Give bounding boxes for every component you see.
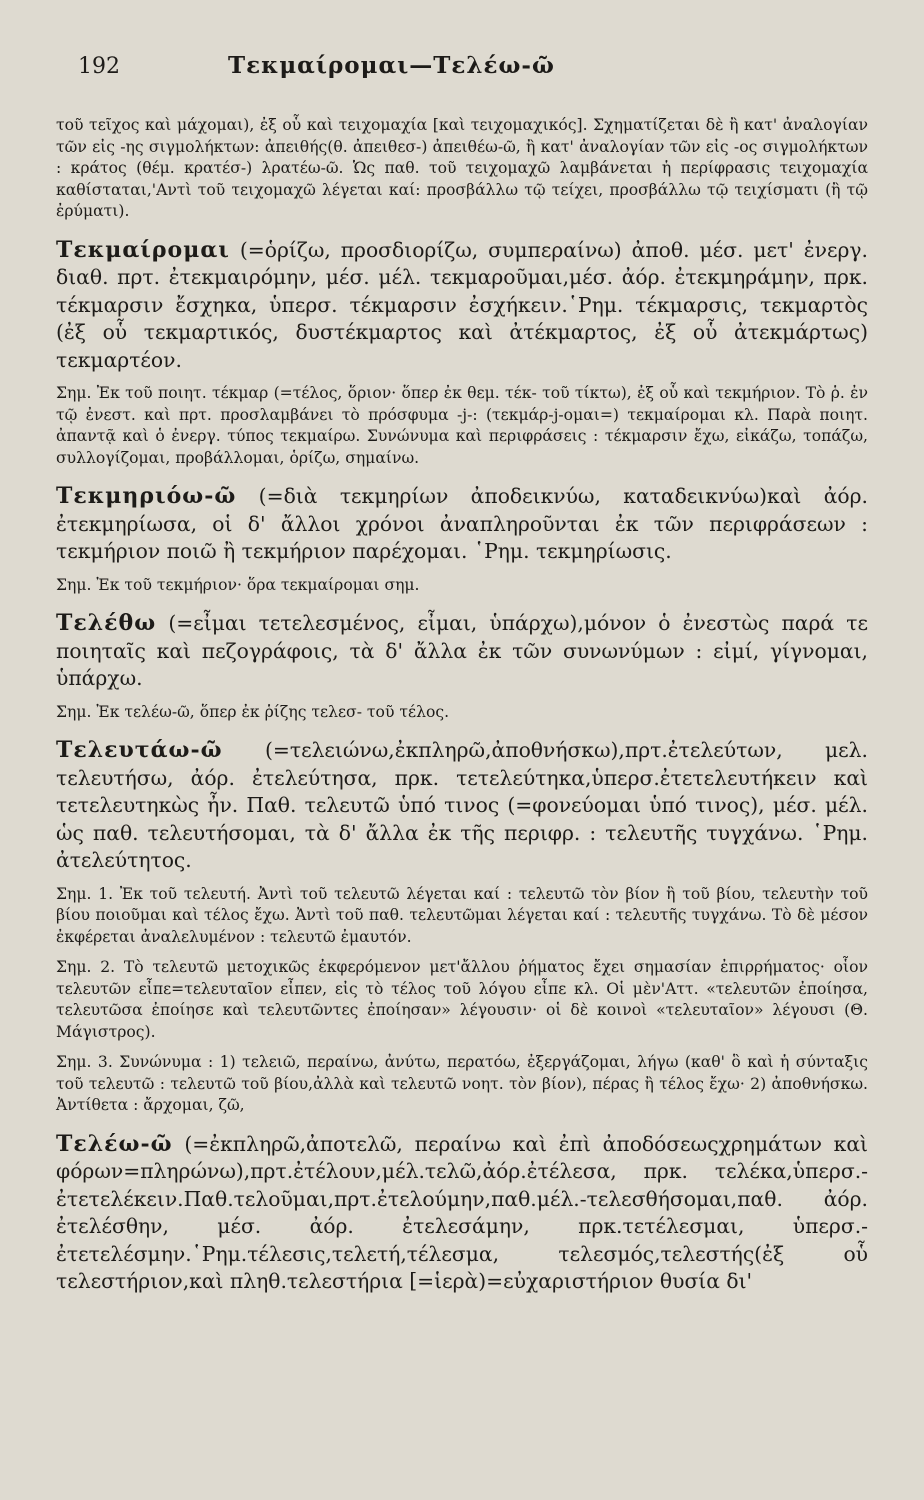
note-label: Σημ. 3. <box>56 1053 113 1071</box>
entry-body: (=ἐκπληρῶ,ἀποτελῶ, περαίνω καὶ ἐπὶ ἀποδόσεωςχρημάτων καὶ φόρων=πληρώνω),πρτ.ἐτέλουν,μέλ.τελῶ,ἀόρ.ἐτέλεσα, πρκ. τελέκα,ὑπερσ.-ἐτετελέκειν.Παθ.τελοῦμαι,πρτ.ἐτελούμην,παθ.μέλ.-τελεσθήσομαι,παθ. ἀόρ. ἐτελέσθην, μέσ. ἀόρ. ἐτελεσάμην, πρκ.τετέλεσμαι, ὑπερσ.-ἐτετελέσμην.῾Ρημ.τέλεσις,τελετή,τέλεσμα, τελεσμός,τελεστής(ἐξ οὗ τελεστήριον,καὶ πληθ.τελεστήρια [=ἱερὰ)=εὐχαριστήριον θυσία δι' <box>56 1131 868 1293</box>
note-text: Ἐκ τελέω-ῶ, ὅπερ ἐκ ῥίζης τελεσ- τοῦ τέλος. <box>91 702 450 721</box>
continuation-paragraph: τοῦ τεῖχος καὶ μάχομαι), ἐξ οὗ καὶ τειχομαχία [καὶ τειχομαχικός]. Σχηματίζεται δὲ ἢ κατ' ἀναλογίαν τῶν εἰς -ης σιγμολήκτων: ἀπειθής(θ. ἀπειθεσ-) ἀπειθέω-ῶ, ἢ κατ' ἀναλογίαν τῶν εἰς -ος σιγμολήκτων : κράτος (θέμ. κρατέσ-) λρατέω-ῶ. Ὡς παθ. τοῦ τειχομαχῶ λαμβάνεται ἡ περίφρασις τειχομαχία καθίσταται,'Αντὶ τοῦ τειχομαχῶ λέγεται καί: προσβάλλω τῷ τείχει, προσβάλλω τῷ τειχίσματι (ἢ τῷ ἐρύματι). <box>56 116 868 220</box>
entry-body: (=διὰ τεκμηρίων ἀποδεικνύω, καταδεικνύω)καὶ ἀόρ. ἐτεκμηρίωσα, οἱ δ' ἄλλοι χρόνοι ἀναπληροῦνται ἐκ τῶν περιφράσεων : τεκμήριον ποιῶ ἢ τεκμήριον παρέχομαι. ῾Ρημ. τεκμηρίωσις. <box>56 484 868 563</box>
entry-telethoo <box>56 610 868 723</box>
note-text: Ἐκ τοῦ ποιητ. τέκμαρ (=τέλος, ὅριον· ὅπερ ἐκ θεμ. τέκ- τοῦ τίκτω), ἐξ οὗ καὶ τεκμήριον. Τὸ ῥ. ἐν τῷ ἐνεστ. καὶ πρτ. προσλαμβάνει τὸ πρόσφυμα -j-: (τεκμάρ-j-ομαι=) τεκμαίρομαι κλ. Παρὰ ποιητ. ἀπαντᾷ καὶ ὁ ἐνεργ. τύπος τεκμαίρω. Συνώνυμα καὶ περιφράσεις : τέκμαρσιν ἔχω, εἰκάζω, τοπάζω, συλλογίζομαι, προβάλλομαι, ὁρίζω, σημαίνω. <box>56 384 868 467</box>
page-header <box>56 52 868 79</box>
entry-paragraph <box>56 483 868 566</box>
note-label: Σημ. 2. <box>56 958 116 976</box>
entry-headword: Τεκμηριόω-ῶ <box>56 483 237 509</box>
entry-headword: Τελέω-ῶ <box>56 1130 173 1157</box>
entry-headword: Τεκμαίρομαι <box>56 236 230 263</box>
entry-paragraph <box>56 610 868 693</box>
running-title: Τεκμαίρομαι—Τελέω-ῶ <box>228 52 555 79</box>
entry-headword: Τελευτάω-ῶ <box>56 737 223 763</box>
entry-headword: Τελέθω <box>56 610 157 636</box>
entry-body: (=ὁρίζω, προσδιορίζω, συμπεραίνω) ἀποθ. μέσ. μετ' ἐνεργ. διαθ. πρτ. ἐτεκμαιρόμην, μέσ. μέλ. τεκμαροῦμαι,μέσ. ἀόρ. ἐτεκμηράμην, πρκ. τέκμαρσιν ἔσχηκα, ὑπερσ. τέκμαρσιν ἐσχήκειν.῾Ρημ. τέκμαρσις, τεκμαρτὸς (ἐξ οὗ τεκμαρτικός, δυστέκμαρτος καὶ ἀτέκμαρτος, ἐξ οὗ ἀτεκμάρτως) τεκμαρτέον. <box>56 237 868 372</box>
entry-note <box>56 884 868 949</box>
entry-note <box>56 957 868 1043</box>
note-text: Συνώνυμα : 1) τελειῶ, περαίνω, ἀνύτω, περατόω, ἐξεργάζομαι, λήγω (καθ' ὃ καὶ ἡ σύνταξις τοῦ τελευτῶ : τελευτῶ τοῦ βίου,ἀλλὰ καὶ τελευτῶ νοητ. τὸν βίον), πέρας ἢ τέλος ἔχω· 2) ἀποθνήσκω. Ἀντίθετα : ἄρχομαι, ζῶ, <box>56 1053 869 1114</box>
entry-paragraph <box>56 237 868 375</box>
page-number: 192 <box>78 54 120 79</box>
entry-note <box>56 1052 868 1117</box>
entry-note <box>56 575 868 597</box>
note-label: Σημ. <box>56 575 92 594</box>
entry-body: (=τελειώνω,ἐκπληρῶ,ἀποθνήσκω),πρτ.ἐτελεύτων, μελ. τελευτήσω, ἀόρ. ἐτελεύτησα, πρκ. τετελεύτηκα,ὑπερσ.ἐτετελευτήκειν καὶ τετελευτηκὼς ἦν. Παθ. τελευτῶ ὑπό τινος (=φονεύομαι ὑπό τινος), μέσ. μέλ. ὡς παθ. τελευτήσομαι, τὰ δ' ἄλλα ἐκ τῆς περιφρ. : τελευτῆς τυγχάνω. ῾Ρημ. ἀτελεύτητος. <box>56 738 868 872</box>
entry-teleutao <box>56 737 868 1117</box>
entry-tekmairomai <box>56 237 868 470</box>
entry-paragraph <box>56 1131 868 1296</box>
note-label: Σημ. 1. <box>56 884 114 903</box>
entry-note <box>56 702 868 724</box>
note-label: Σημ. <box>56 384 92 402</box>
entry-paragraph <box>56 737 868 875</box>
entry-teleoo <box>56 1131 868 1296</box>
note-text: Τὸ τελευτῶ μετοχικῶς ἐκφερόμενον μετ'ἄλλου ῥήματος ἔχει σημασίαν ἐπιρρήματος· οἷον τελευτῶν εἶπε=τελευταῖον εἶπεν, εἰς τὸ τέλος τοῦ λόγου εἶπε κλ. Οἱ μὲν'Αττ. «τελευτῶν ἐποίησα, τελευτῶσα ἐποίησε καὶ τελευτῶντες ἐποίησαν» λέγουσιν· οἱ δὲ κοινοὶ «τελευταῖον» λέγουσι (Θ. Μάγιστρος). <box>56 958 869 1041</box>
entry-tekmerioo <box>56 483 868 596</box>
note-text: Ἐκ τοῦ τεκμήριον· ὅρα τεκμαίρομαι σημ. <box>91 575 420 594</box>
note-label: Σημ. <box>56 702 92 721</box>
note-text: Ἐκ τοῦ τελευτή. Ἀντὶ τοῦ τελευτῶ λέγεται καί : τελευτῶ τὸν βίον ἢ τοῦ βίου, τελευτὴν τοῦ βίου ποιοῦμαι καὶ τέλος ἔχω. Ἀντὶ τοῦ παθ. τελευτῶμαι λέγεται καί : τελευτῆς τυγχάνω. Τὸ δὲ μέσον ἐκφέρεται ἀναλελυμένον : τελευτῶ ἐμαυτόν. <box>56 884 868 946</box>
entry-body: (=εἶμαι τετελεσμένος, εἶμαι, ὑπάρχω),μόνον ὁ ἐνεστὼς παρά τε ποιηταῖς καὶ πεζογράφοις, τὰ δ' ἄλλα ἐκ τῶν συνωνύμων : εἰμί, γίγνομαι, ὑπάρχω. <box>56 611 868 690</box>
entry-note <box>56 383 868 469</box>
